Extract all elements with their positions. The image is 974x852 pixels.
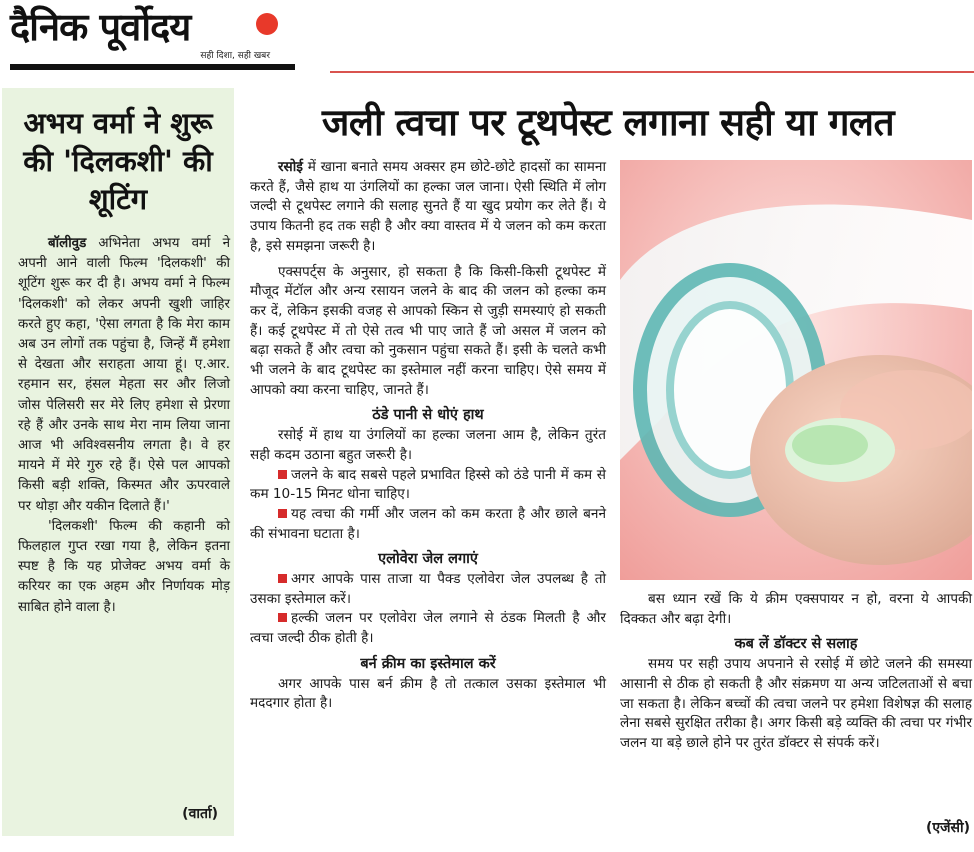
subhead-cold-water: ठंडे पानी से धोएं हाथ — [372, 407, 484, 424]
main-story-paragraph: एक्सपर्ट्स के अनुसार, हो सकता है कि किसी-किसी टूथपेस्ट में मौजूद मेंटॉल और अन्य रसायन जलने के बाद की जलन को हल्का कम कर दें, लेकिन इसकी वजह से आपको स्किन से जुड़ी समस्याएं हो सकती हैं। कई टूथपेस्ट में तो ऐसे तत्व भी पाए जाते हैं जो असल में जलन को बढ़ा सकते हैं और त्वचा को नुकसान पहुंचा सकते हैं। इसी के चलते कभी भी जलने के बाद टूथपेस्ट का इस्तेमाल नहीं करना चाहिए। ऐसे समय में आपको क्या करना चाहिए, जानते हैं। — [250, 263, 606, 398]
main-story-column — [250, 158, 606, 714]
bullet-square-icon — [278, 509, 287, 518]
toothpaste-photo — [620, 160, 972, 580]
bullet-square-icon — [278, 613, 287, 622]
bullet-square-icon — [278, 470, 287, 479]
masthead-rule — [10, 64, 295, 70]
main-headline: जली त्वचा पर टूथपेस्ट लगाना सही या गलत — [321, 100, 895, 144]
bullet-item — [250, 609, 606, 648]
bullet-item — [250, 570, 606, 609]
main-story-paragraph: अगर आपके पास बर्न क्रीम है तो तत्काल उसका इस्तेमाल भी मददगार होता है। — [250, 675, 606, 712]
left-story-headline: अभय वर्मा ने शुरू की 'दिलकशी' की शूटिंग — [23, 106, 213, 216]
bullet-text: हल्की जलन पर एलोवेरा जेल लगाने से ठंडक मिलती है और त्वचा जल्दी ठीक होती है। — [250, 610, 606, 647]
masthead — [10, 4, 272, 68]
bullet-item — [250, 505, 606, 544]
main-story-credit: (एजेंसी) — [925, 820, 970, 836]
bullet-item — [250, 466, 606, 505]
left-story-paragraph: 'दिलकशी' फिल्म की कहानी को फिलहाल गुप्त रखा गया है, लेकिन इतना स्पष्ट है कि यह प्रोजेक्ट अभय वर्मा के करियर का एक अहम और निर्णायक मोड़ साबित होने वाला है। — [18, 518, 230, 615]
bullet-text: यह त्वचा की गर्मी और जलन को कम करता है और छाले बनने की संभावना घटाता है। — [250, 505, 606, 542]
bullet-square-icon — [278, 574, 287, 583]
main-story-lead: रसोई — [278, 159, 303, 175]
toothpaste-photo-art — [620, 160, 972, 580]
subhead-aloe-vera: एलोवेरा जेल लगाएं — [378, 551, 478, 568]
subhead-doctor: कब लें डॉक्टर से सलाह — [734, 636, 858, 653]
subhead-burn-cream: बर्न क्रीम का इस्तेमाल करें — [360, 655, 496, 672]
masthead-sun-icon — [256, 13, 278, 35]
left-story-column — [2, 88, 234, 836]
main-story-paragraph: समय पर सही उपाय अपनाने से रसोई में छोटे जलने की समस्या आसानी से ठीक हो सकती है और संक्रमण या अन्य जटिलताओं से बचा जा सकता है। लेकिन बच्चों की त्वचा जलने पर हमेशा विशेषज्ञ की सलाह लेना सबसे सुरक्षित तरीका है। अगर किसी बड़े व्यक्ति की त्वचा पर गंभीर जलन या बड़े छाले होने पर तुरंत डॉक्टर से संपर्क करें। — [620, 656, 972, 751]
main-story-intro-text: में खाना बनाते समय अक्सर हम छोटे-छोटे हादसों का सामना करते हैं, जैसे हाथ या उंगलियों का हल्का जल जाना। ऐसी स्थिति में लोग जल्दी से टूथपेस्ट लगाने की सलाह सुनते हैं या खुद प्रयोग कर लेते हैं। ये उपाय कितनी हद तक सही है और क्या वास्तव में ये जलन को कम करता है, इसे समझना जरूरी है। — [250, 159, 606, 254]
left-story-lead: बॉलीवुड — [48, 236, 87, 251]
main-story-paragraph: बस ध्यान रखें कि ये क्रीम एक्सपायर न हो, वरना ये आपकी दिक्कत और बढ़ा देगी। — [620, 591, 972, 627]
page-rule — [330, 71, 974, 73]
left-story-paragraph — [18, 234, 230, 517]
left-story-credit: (वार्ता) — [182, 806, 218, 822]
main-story-intro — [250, 158, 606, 257]
main-story-continued — [620, 590, 972, 754]
bullet-text: अगर आपके पास ताजा या पैक्ड एलोवेरा जेल उपलब्ध है तो उसका इस्तेमाल करें। — [250, 571, 606, 607]
left-story-body — [18, 234, 230, 618]
masthead-tagline: सही दिशा, सही खबर — [200, 51, 270, 61]
masthead-title: दैनिक पूर्वोदय — [10, 4, 191, 49]
bullet-text: जलने के बाद सबसे पहले प्रभावित हिस्से को ठंडे पानी में कम से कम 10-15 मिनट धोना चाहिए। — [250, 466, 606, 503]
left-story-text: अभिनेता अभय वर्मा ने अपनी आने वाली फिल्म 'दिलकशी' की शूटिंग शुरू कर दी है। अभय वर्मा ने फिल्म 'दिलकशी' को लेकर अपनी खुशी जाहिर करते हुए कहा, 'ऐसा लगता है कि मेरा काम अब उन लोगों तक पहुंचा है, जिन्हें मैं हमेशा से देखता और सराहता आया हूं। ए.आर. रहमान सर, हंसल मेहता सर और लिजो जोस पेलिसरी सर मेरे लिए हमेशा से प्रेरणा रहे हैं और उनके साथ मेरा नाम लिया जाना आज भी अविश्वसनीय लगता है। वे हर मायने में मेरे गुरु रहे हैं। ऐसे पल आपको किसी बड़ी शक्ति, किस्मत और ऊपरवाले पर थोड़ा और यकीन दिलाते हैं।' — [18, 236, 230, 514]
main-story-paragraph: रसोई में हाथ या उंगलियों का हल्का जलना आम है, लेकिन तुरंत सही कदम उठाना बहुत जरूरी है। — [250, 427, 606, 463]
